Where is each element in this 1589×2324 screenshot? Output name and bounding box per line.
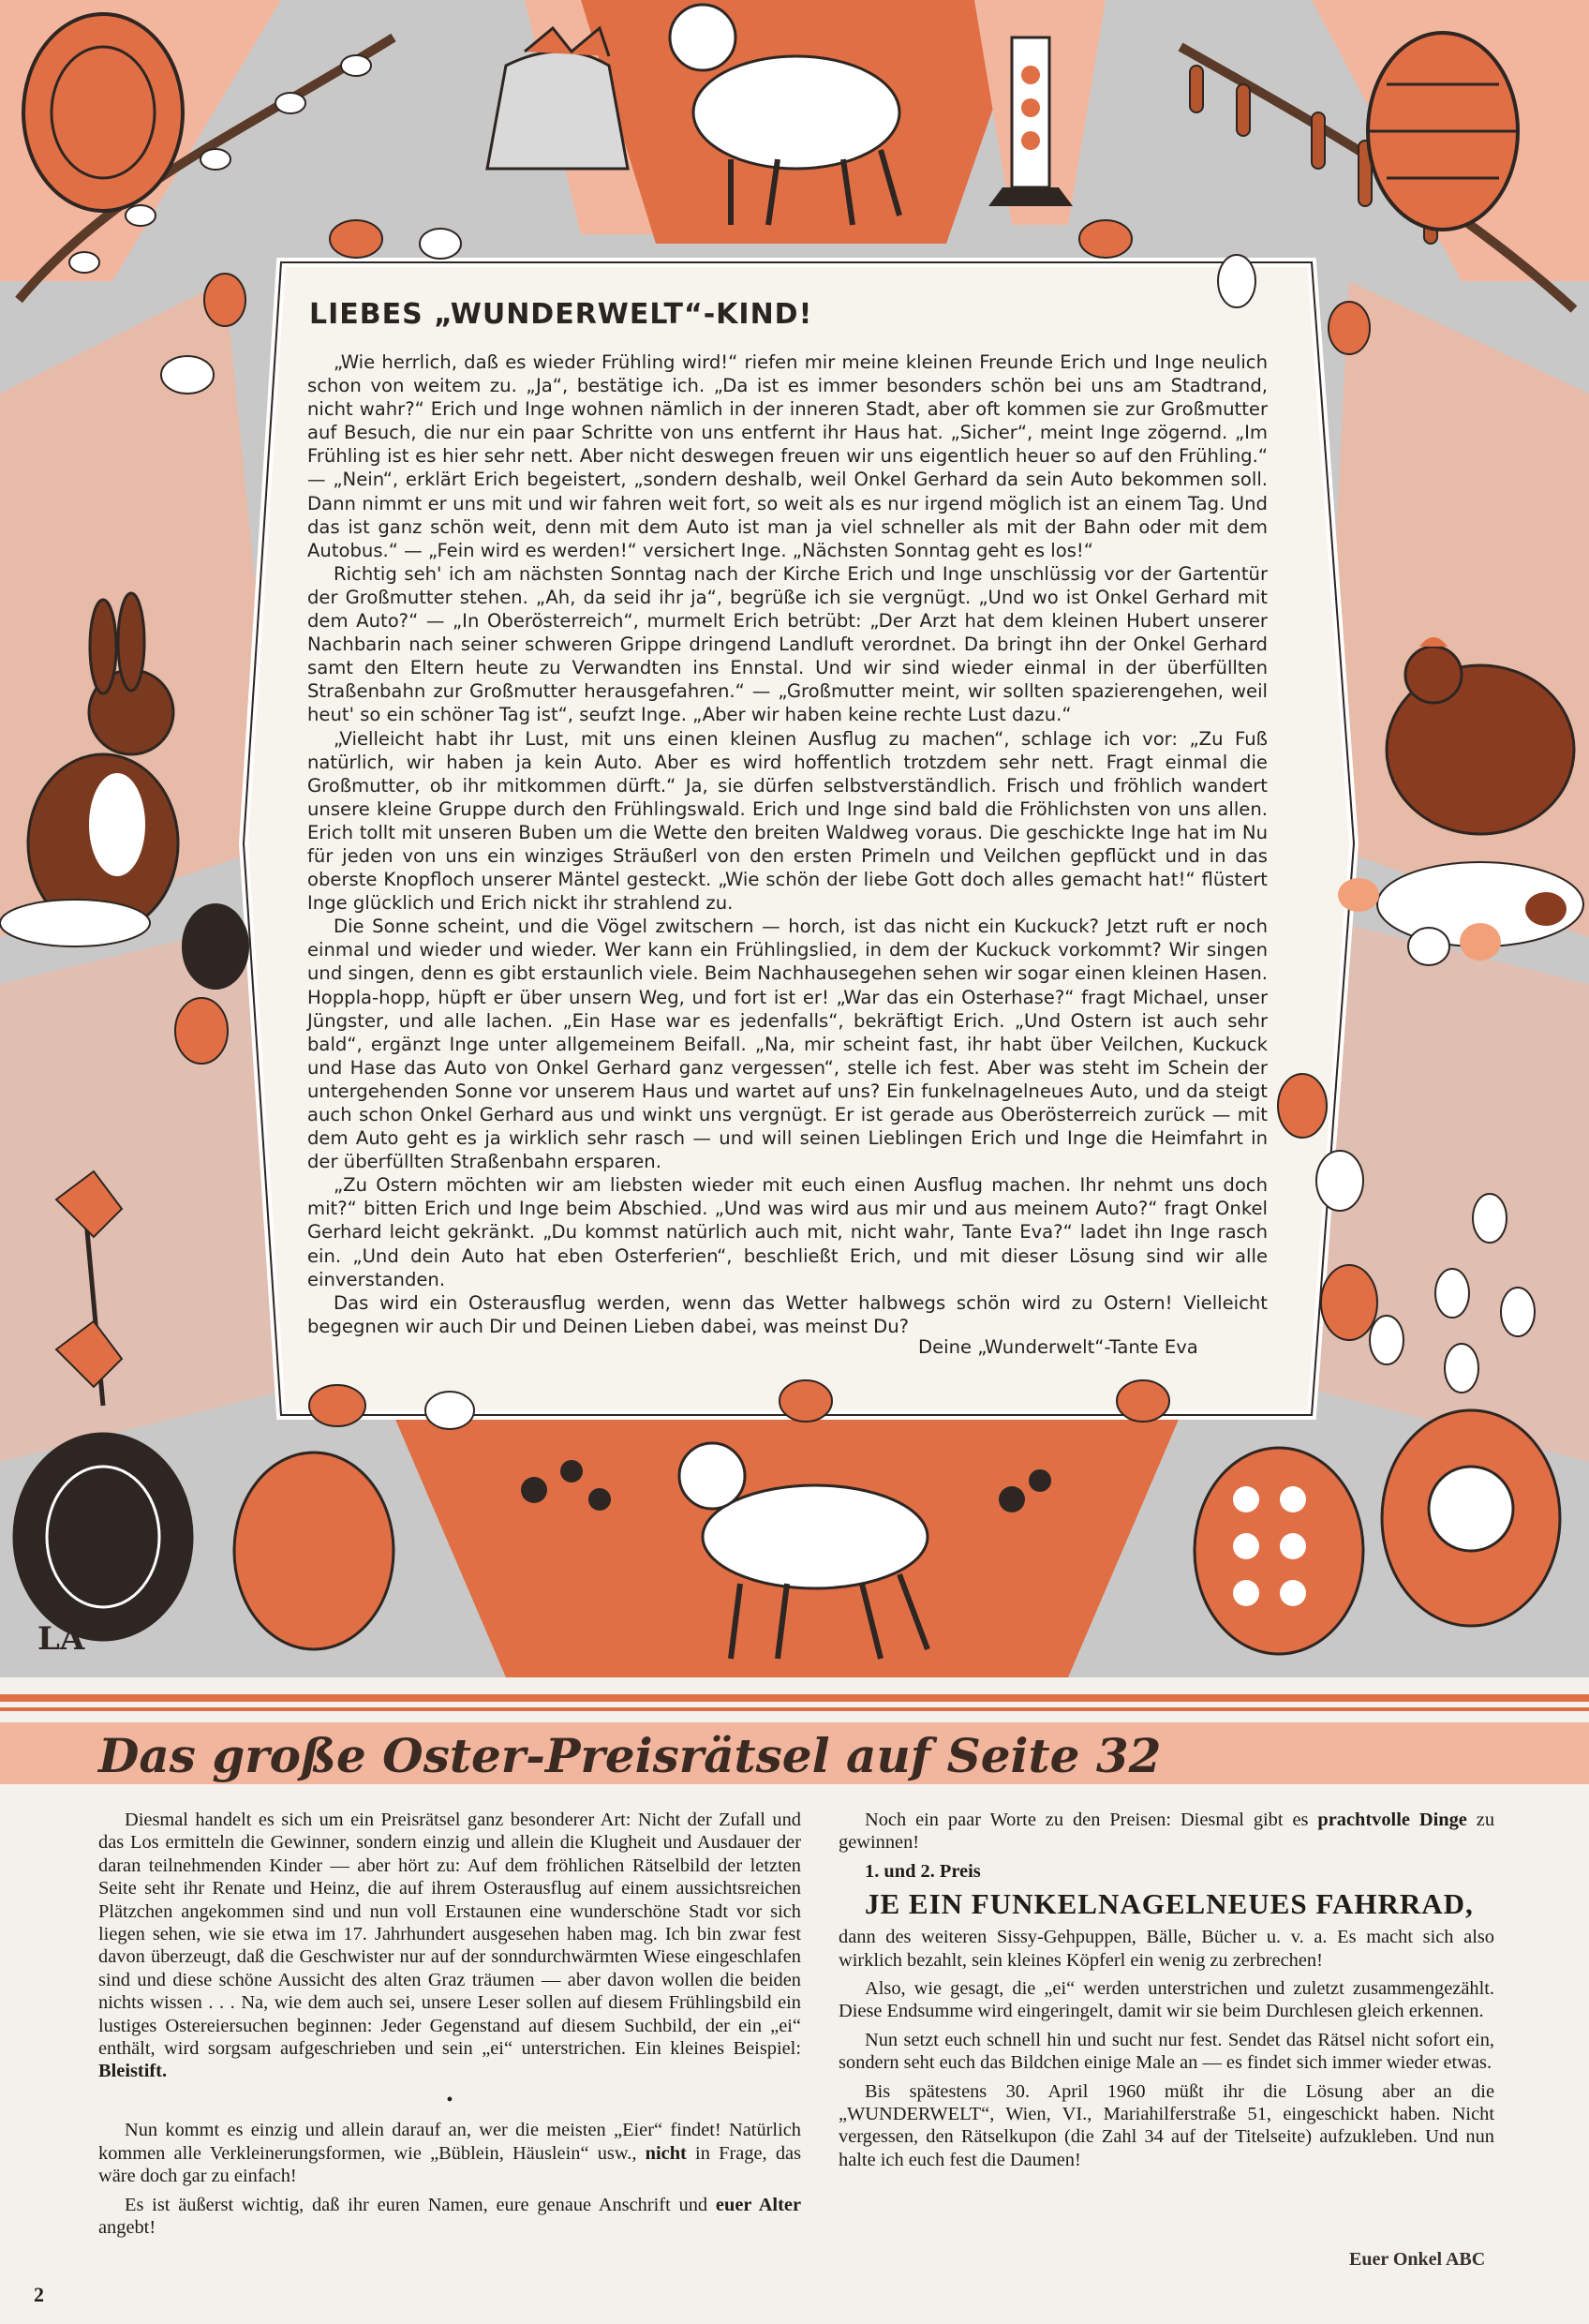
letter-paragraph: Richtig seh' ich am nächsten Sonntag nach der Kirche Erich und Inge unschlüssig vor der Gartentür der Großmutter stehen. „Ah, da seid ihr ja“, begrüße ich sie vergnügt. „Und wo ist Onkel Gerhard mit dem Auto?“ — „In Oberösterreich“, murmelt Erich betrübt: „Der Arzt hat dem kleinen Hubert unserer Nachbarin nach seiner schweren Grippe dringend Landluft verordnet. Da bringt ihn der Onkel Gerhard samt den Eltern heute zu Verwandten ins Ennstal. Und wir sind wieder einmal in der überfüllten Straßenbahn zur Großmutter herausgefahren.“ — „Großmutter meint, wir sollten spazierengehen, weil heut' so ein schöner Tag ist“, seufzt Inge. „Aber wir haben keine rechte Lust dazu.“ (307, 562, 1268, 726)
prize-main: JE EIN FUNKELNAGELNEUES FAHRRAD, (865, 1887, 1474, 1921)
right-paragraph: Noch ein paar Worte zu den Preisen: Diesmal gibt es prachtvolle Dinge zu gewinnen! (839, 1810, 1495, 1854)
divider-line (0, 1694, 1589, 1702)
letter-heading: LIEBES „WUNDERWELT“-KIND! (309, 298, 813, 331)
right-paragraph: dann des weiteren Sissy-Gehpuppen, Bälle, Bücher u. v. a. Es macht sich also wirklich bezahlt, sein kleines Köpferl ein wenig zu zerbrechen! (839, 1927, 1494, 1971)
prize-heading: 1. und 2. Preis (865, 1860, 981, 1882)
letter-body (307, 350, 1268, 1338)
page-number: 2 (34, 2283, 44, 2306)
banner-title: Das große Oster-Preisrätsel auf Seite 32 (98, 1728, 1162, 1783)
peach-wedge (1321, 281, 1589, 937)
right-paragraph: Bis spätestens 30. April 1960 müßt ihr die Lösung aber an die „WUNDERWELT“, Wien, VI., Mariahilferstraße 51, eingeschickt haben. Nicht vergessen, den Rätselkupon (die Zahl 34 auf der Titelseite) aufzukleben. Und nun halte ich euch fest die Daumen! (839, 2080, 1494, 2170)
letter-paragraph: „Zu Ostern möchten wir am liebsten wieder mit euch einen Ausflug machen. Ihr nehmt uns doch mit?“ bitten Erich und Inge beim Abschied. „Und was wird aus mir und aus meinem Auto?“ fragt Onkel Gerhard leicht gekränkt. „Du kommst natürlich auch mit, nicht wahr, Tante Eva?“ ladet ihn Inge rasch ein. „Und dein Auto hat eben Osterferien“, beschließt Erich, und mit dieser Lösung sind wir alle einverstanden. (307, 1174, 1268, 1290)
separator-dot: • (446, 2089, 453, 2110)
bell (487, 52, 628, 169)
letter-paragraph: Das wird ein Osterausflug werden, wenn das Wetter halbwegs schön wird zu Ostern! Vielleicht begegnen wir auch Dir und Deinen Lieben dabei, was meinst Du? (307, 1291, 1268, 1337)
lamb (693, 56, 899, 169)
left-paragraph: Diesmal handelt es sich um ein Preisrätsel ganz besonderer Art: Nicht der Zufall und das Los ermitteln die Gewinner, sondern einzig und allein die Klugheit und Ausdauer der daran teilnehmenden Kinder — aber hört zu: Auf dem fröhlichen Rätselbild der letzten Seite seht ihr Renate und Heinz, die auf ihrem Osterausflug auf einem aussichtsreichen Plätzchen angekommen sind und nun voll Erstaunen eine wunderschöne Stadt vor sich liegen sehen, wie sie etwa im 17. Jahrhundert ausgesehen haben mag. Ich bin zwar fest davon überzeugt, daß die Geschwister nur auf der sonndurchwärmten Wiese eingeschlafen sind und diese schöne Aussicht des alten Graz träumen — aber davon wollen die beiden nichts wissen . . . Na, wie dem auch sei, unsere Leser sollen auf diesem Frühlingsbild ein lustiges Ostereiersuchen beginnen: Jeder Gegenstand auf diesem Suchbild, der ein „ei“ enthält, wird sorgsam aufgeschrieben und sein „ei“ unterstrichen. Ein kleines Beispiel: Bleistift. (98, 1810, 801, 2082)
black-decorated-egg (14, 1434, 192, 1640)
dotted-egg (1195, 1448, 1363, 1654)
onkel-signature: Euer Onkel ABC (1349, 2249, 1486, 2270)
right-paragraph: Nun setzt euch schnell hin und sucht nur fest. Sendet das Rätsel nicht sofort ein, sondern seht euch das Bildchen einige Male an — es findet sich immer wieder etwas. (839, 2029, 1494, 2074)
letter-signature: Deine „Wunderwelt“-Tante Eva (918, 1336, 1198, 1358)
right-paragraph: Also, wie gesagt, die „ei“ werden unterstrichen und zuletzt zusammengezählt. Diese Endsumme wird eingeringelt, damit wir sie beim Durchlesen gleich erkennen. (839, 1978, 1494, 2022)
letter-paragraph: „Wie herrlich, daß es wieder Frühling wird!“ riefen mir meine kleinen Freunde Erich und Inge neulich schon von weitem zu. „Ja“, bestätige ich. „Da ist es immer besonders schön bei uns am Stadtrand, nicht wahr?“ Erich und Inge wohnen nämlich in der inneren Stadt, aber oft kommen sie zur Großmutter auf Besuch, die nur ein paar Schritte von uns entfernt ihr Haus hat. „Sicher“, meint Inge zögernd. „Im Frühling ist es hier sehr nett. Aber nicht deswegen freuen wir uns eigentlich heuer so auf den Frühling.“ — „Nein“, erklärt Erich begeistert, „sondern deshalb, weil Onkel Gerhard da sein Auto bekommen soll. Dann nimmt er uns mit und wir fahren weit fort, so weit als es nur irgend möglich ist an einem Tag. Und das ist ganz schön weit, denn mit dem Auto ist man ja viel schneller als mit der Bahn oder mit dem Autobus.“ — „Fein wird es werden!“ versichert Inge. „Nächsten Sonntag geht es los!“ (307, 351, 1268, 561)
marbled-egg (234, 1452, 394, 1649)
letter-paragraph: „Vielleicht habt ihr Lust, mit uns einen kleinen Ausflug zu machen“, schlage ich vor: „Zu Fuß natürlich, wir haben ja kein Auto. Aber es wird hoffentlich trotzdem sehr nett. Fragt einmal die Großmutter, ob ihr mitkommen dürft.“ Ja, sie dürfen selbstverständlich. Frisch und fröhlich wandert unsere kleine Gruppe durch den Frühlingswald. Erich und Inge sind bald die Fröhlichsten von uns allen. Erich tollt mit unseren Buben um die Wette den breiten Waldweg voraus. Die geschickte Inge hat im Nu für jeden von uns ein winziges Sträußerl von den ersten Primeln und Veilchen gepflückt und in das oberste Knopfloch unserer Mäntel gesteckt. „Wie schön der liebe Gott doch alles gemacht hat!“ flüstert Inge glücklich und Erich nickt ihr strahlend zu. (307, 727, 1268, 915)
right-column (839, 1809, 1494, 2177)
left-column (98, 1809, 801, 2244)
artist-mark: LA (37, 1620, 85, 1658)
divider-line (0, 1707, 1589, 1711)
letter-paragraph: Die Sonne scheint, und die Vögel zwitschern — horch, ist das nicht ein Kuckuck? Jetzt ruft er noch einmal und wieder und wieder. Wer kann ein Frühlingslied, in dem der Kuckuck vorkommt? Wir singen und singen, denn es gibt erstaunlich viele. Beim Nachhausegehen sehen wir sogar einen kleinen Hasen. Hoppla-hopp, hüpft er über unsern Weg, und fort ist er! „War das ein Osterhase?“ fragt Michael, unser Jüngster, und alle lachen. „Ein Hase war es jedenfalls“, bekräftigt Erich. „Und Ostern ist auch sehr bald“, ergänzt Inge unter allgemeinem Beifall. „Na, mir scheint fast, ihr habt über Veilchen, Kuckuck und Hase das Auto von Onkel Gerhard ganz vergessen“, stelle ich fest. Aber was steht im Schein der untergehenden Sonne vor unserem Haus und wartet auf uns? Ein funkelnagelneues Auto, und da steigt auch schon Onkel Gerhard aus und winkt uns vergnügt. Er ist gerade aus Oberösterreich zurück — mit dem Auto geht es ja wirklich sehr rasch — und will seinen Lieblingen Erich und Inge die Heimfahrt in der überfüllten Straßenbahn ersparen. (307, 916, 1268, 1173)
left-paragraph: Nun kommt es einzig und allein darauf an, wer die meisten „Eier“ findet! Natürlich kommen alle Verkleinerungsformen, wie „Büblein, Häuslein“ usw., nicht in Frage, das wäre doch gar zu einfach! (98, 2120, 802, 2187)
decorated-egg-top-left (23, 14, 183, 211)
left-paragraph: Es ist äußerst wichtig, daß ihr euren Namen, eure genaue Anschrift und euer Alter angebt! (98, 2194, 801, 2238)
